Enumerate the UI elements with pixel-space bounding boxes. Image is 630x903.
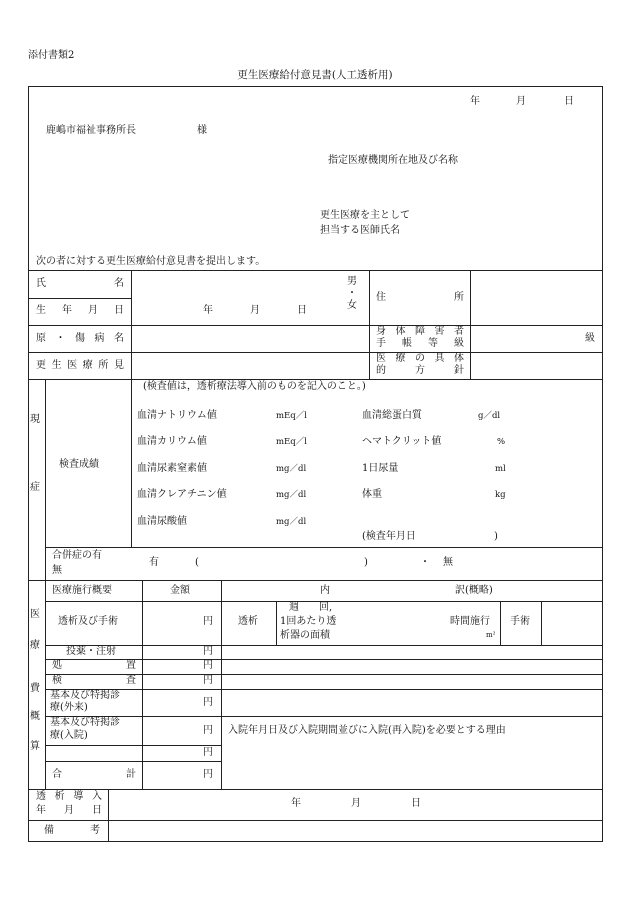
rule-cost-amount-col xyxy=(221,580,222,789)
handbook-label-line2: 手帳等級 xyxy=(376,338,464,349)
rule-footer-col xyxy=(108,789,109,842)
complication-close: ) xyxy=(364,557,368,568)
symptoms-side-2: 症 xyxy=(30,482,40,493)
rule-surgery-col xyxy=(541,601,542,645)
sex-female: 女 xyxy=(347,300,357,311)
costs-side-3: 費 xyxy=(30,683,40,694)
exam-note: (検査値は，透析療法導入前のものを記入のこと。) xyxy=(143,381,366,392)
per-session-line1: 1回あたり透 xyxy=(280,616,337,627)
addressee: 鹿嶋市福祉事務所長 xyxy=(46,125,136,136)
yen-injection: 円 xyxy=(203,646,213,657)
rule-basic-in-row xyxy=(45,745,221,746)
rule-blank-row xyxy=(45,761,221,762)
address-label: 住 所 xyxy=(376,292,464,303)
form-title: 更生医療給付意見書(人工透析用) xyxy=(237,69,393,81)
dialysis-start-line1: 透析導入 xyxy=(36,791,102,802)
test-left-unit: mg／dl xyxy=(276,490,307,500)
grade-suffix: 級 xyxy=(585,333,595,344)
start-day: 日 xyxy=(411,798,421,809)
header-overview: 医療施行概要 xyxy=(52,585,112,596)
submission-text: 次の者に対する更生医療給付意見書を提出します。 xyxy=(36,256,266,267)
start-month: 月 xyxy=(351,798,361,809)
dialysis-label: 透析 xyxy=(238,616,258,627)
rule-label-col xyxy=(131,270,132,379)
birth-month: 月 xyxy=(250,305,260,316)
complication-no: 無 xyxy=(443,557,453,568)
yen-treatment: 円 xyxy=(203,660,213,671)
test-right-unit: % xyxy=(497,437,506,447)
hours-label: 時間施行 xyxy=(450,616,490,627)
test-left-unit: mEq／l xyxy=(276,411,307,421)
honorific: 様 xyxy=(197,125,207,136)
handbook-label-line1: 身体障害者 xyxy=(376,326,464,337)
admission-reason: 入院年月日及び入院期間並びに入院(再入院)を必要とする理由 xyxy=(228,725,506,736)
test-left-unit: mg／dl xyxy=(276,517,307,527)
plan-label-line2: 的方針 xyxy=(376,365,464,376)
per-week: 週 回, xyxy=(289,602,333,613)
header-details-left: 内 xyxy=(320,585,330,596)
rule-after-symptoms xyxy=(28,580,603,581)
start-year: 年 xyxy=(291,798,301,809)
yen-basic-out: 円 xyxy=(203,697,213,708)
row-label-injection: 投薬・注射 xyxy=(66,646,116,657)
costs-side-2: 療 xyxy=(30,640,40,651)
yen-basic-in: 円 xyxy=(203,725,213,736)
opinion-label: 更生医療所見 xyxy=(36,360,124,371)
rule-mid-col xyxy=(369,270,370,379)
yen-total: 円 xyxy=(203,769,213,780)
disease-label: 原・傷病名 xyxy=(36,333,124,344)
complication-label-line2: 無 xyxy=(52,565,62,576)
institution-label: 指定医療機関所在地及び名称 xyxy=(328,155,458,166)
rule-area-col xyxy=(500,601,501,645)
basic-out-line2: 療(外来) xyxy=(50,702,88,713)
header-amount: 金額 xyxy=(170,585,190,596)
costs-side-1: 医 xyxy=(30,609,40,620)
rule-after-start-date xyxy=(28,820,603,821)
complication-label-line1: 合併症の有 xyxy=(52,550,102,561)
yen-exam: 円 xyxy=(203,675,213,686)
rule-side-col xyxy=(45,379,46,789)
rule-cost-label-col xyxy=(142,580,143,789)
birth-label: 生 年 月 日 xyxy=(36,305,124,316)
complication-yes: 有 xyxy=(149,557,159,568)
test-right-name: 血清総蛋白質 xyxy=(362,410,422,421)
rule-basic-out-row xyxy=(45,716,603,717)
test-left-unit: mEq／l xyxy=(276,437,307,447)
rule-dialysis-col xyxy=(276,601,277,645)
test-right-unit: kg xyxy=(495,490,506,500)
test-right-unit: ml xyxy=(495,464,506,474)
test-left-name: 血清カリウム値 xyxy=(137,436,207,447)
area-unit: m² xyxy=(486,631,496,639)
surgery-label: 手術 xyxy=(510,616,530,627)
costs-side-5: 算 xyxy=(30,741,40,752)
rule-after-disease xyxy=(28,352,603,353)
remarks-label: 備 考 xyxy=(44,825,100,836)
rule-before-complication xyxy=(45,547,603,548)
test-left-unit: mg／dl xyxy=(276,464,307,474)
symptoms-side-1: 現 xyxy=(30,414,40,425)
yen-dialysis: 円 xyxy=(203,616,213,627)
test-left-name: 血清ナトリウム値 xyxy=(137,410,217,421)
date-day: 日 xyxy=(564,96,574,107)
rule-after-patient xyxy=(28,325,603,326)
birth-year: 年 xyxy=(203,305,213,316)
rule-dialysis-row xyxy=(45,645,603,646)
name-label: 氏 名 xyxy=(36,278,124,289)
test-left-name: 血清尿酸値 xyxy=(137,516,187,527)
test-right-name: 体重 xyxy=(362,489,382,500)
exam-date-label: (検査年月日 xyxy=(362,531,416,542)
complication-dot: ・ xyxy=(420,557,430,568)
exam-date-close: ) xyxy=(494,531,498,542)
birth-day: 日 xyxy=(297,305,307,316)
sex-dot: ・ xyxy=(347,288,357,299)
plan-label-line1: 医療の具体 xyxy=(376,353,464,364)
rule-exam-col xyxy=(131,379,132,547)
test-right-name: ヘマトクリット値 xyxy=(362,436,442,447)
rule-after-opinion xyxy=(28,379,603,380)
rule-right-col xyxy=(470,270,471,379)
dialysis-row-label: 透析及び手術 xyxy=(58,616,118,627)
rule-exam-row xyxy=(45,689,603,690)
attachment-label: 添付書類2 xyxy=(28,50,75,61)
exam-label: 検査成績 xyxy=(59,459,99,470)
doctor-label-line1: 更生医療を主として xyxy=(320,210,410,221)
basic-in-line1: 基本及び特掲診 xyxy=(50,717,120,728)
row-label-exam: 検 査 xyxy=(52,675,136,686)
total-label: 合 計 xyxy=(52,769,136,780)
rule-after-costs xyxy=(28,789,603,790)
row-label-treatment: 処 置 xyxy=(52,660,136,671)
test-right-name: 1日尿量 xyxy=(362,463,399,474)
dialysis-start-line2: 年月日 xyxy=(36,805,102,816)
basic-out-line1: 基本及び特掲診 xyxy=(50,690,120,701)
costs-side-4: 概 xyxy=(30,711,40,722)
complication-open: ( xyxy=(195,557,199,568)
date-month: 月 xyxy=(516,96,526,107)
date-year: 年 xyxy=(470,96,480,107)
rule-after-top xyxy=(28,270,603,271)
per-session-line2: 析器の面積 xyxy=(280,630,330,641)
yen-blank: 円 xyxy=(203,747,213,758)
header-details-right: 訳(概略) xyxy=(455,585,493,596)
sex-male: 男 xyxy=(347,276,357,287)
rule-name-birth xyxy=(28,298,131,299)
basic-in-line2: 療(入院) xyxy=(50,730,88,741)
doctor-label-line2: 担当する医師氏名 xyxy=(320,225,400,236)
test-right-unit: g／dl xyxy=(478,411,501,421)
test-left-name: 血清尿素窒素値 xyxy=(137,463,207,474)
test-left-name: 血清クレアチニン値 xyxy=(137,489,227,500)
